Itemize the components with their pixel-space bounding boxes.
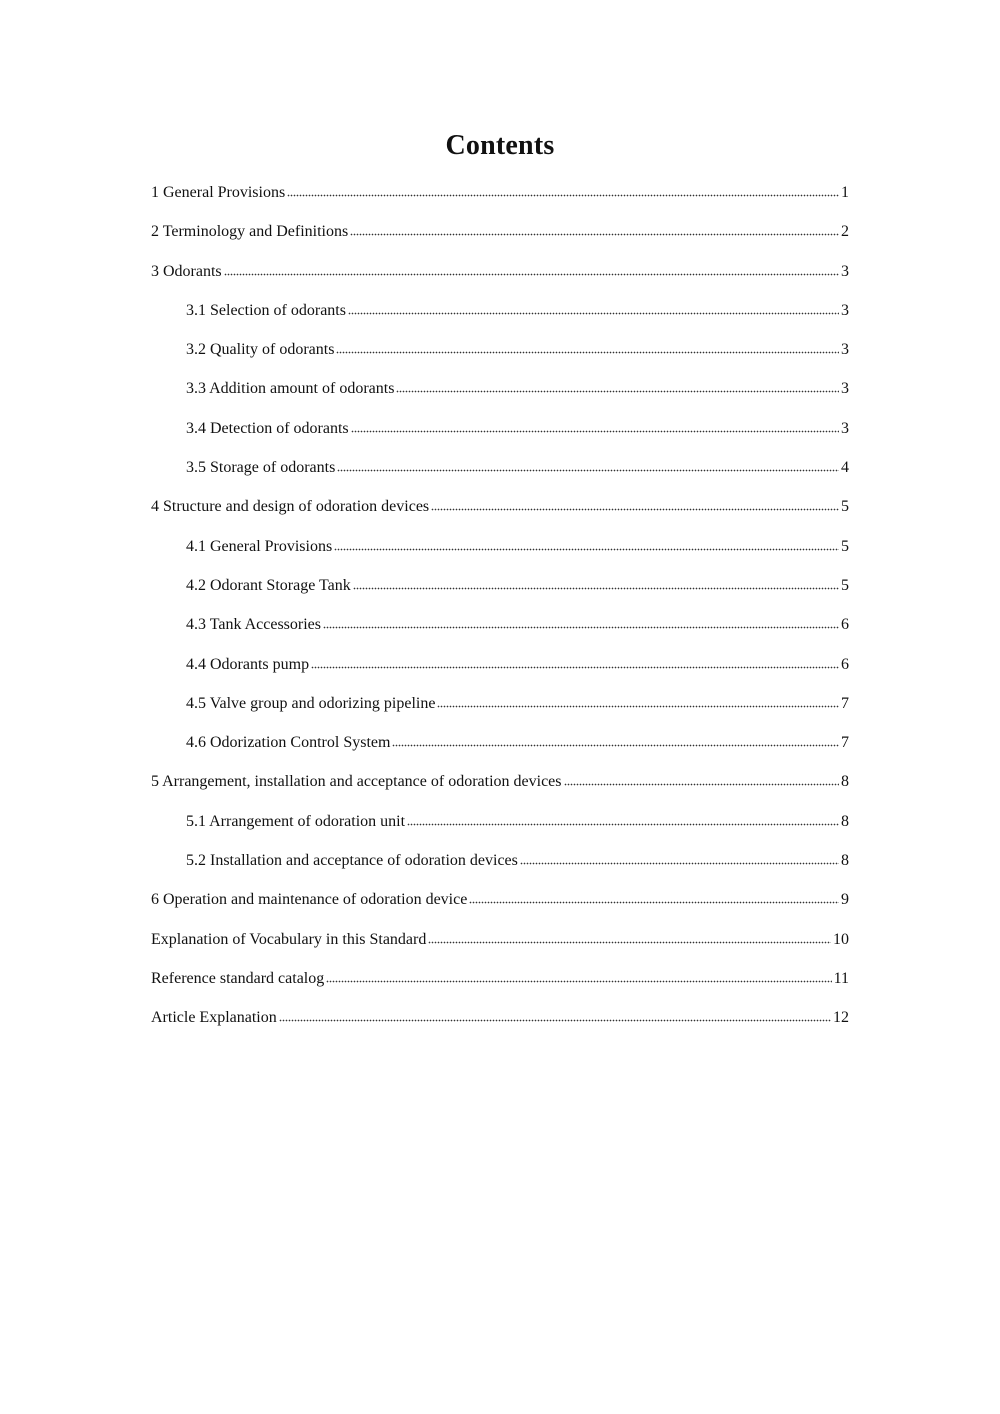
toc-entry-page: 2 [841,223,849,241]
toc-entry[interactable] [151,182,849,221]
dot-leader [431,508,839,511]
toc-entry-label: 6 Operation and maintenance of odoration device [151,891,468,909]
toc-entry-label: 4.2 Odorant Storage Tank [186,576,351,594]
toc-entry-page: 5 [841,498,849,516]
toc-entry-page: 8 [841,773,849,791]
dot-leader [392,744,839,747]
dot-leader [520,862,839,865]
toc-entry-label: 3.3 Addition amount of odorants [186,380,395,398]
toc-entry-label: 3 Odorants [151,262,222,280]
dot-leader [224,273,839,276]
toc-entry[interactable] [151,771,849,810]
toc-entry-page: 5 [841,537,849,555]
toc-entry-page: 10 [833,930,849,948]
dot-leader [334,548,839,551]
toc-entry[interactable] [151,1007,849,1046]
toc-entry[interactable] [151,693,849,732]
toc-entry-page: 1 [841,184,849,201]
toc-entry-page: 3 [841,380,849,398]
toc-entry-label: 2 Terminology and Definitions [151,223,349,241]
toc-entry-page: 11 [833,969,849,987]
toc-entry[interactable] [151,418,849,457]
toc-entry-label: 5 Arrangement, installation and acceptance of odoration devices [151,773,562,791]
toc-entry-label: 4.4 Odorants pump [186,655,310,673]
toc-entry-page: 6 [841,655,849,673]
dot-leader [326,980,831,983]
toc-entry[interactable] [151,496,849,535]
toc-entry-label: 4.5 Valve group and odorizing pipeline [186,694,436,712]
dot-leader [323,626,839,629]
table-of-contents [151,182,849,1047]
page-title: Contents [445,130,555,161]
toc-entry-page: 12 [833,1009,849,1027]
toc-entry-page: 3 [841,341,849,359]
toc-entry[interactable] [151,732,849,771]
toc-entry-label: 4.3 Tank Accessories [186,616,321,634]
toc-entry-page: 9 [841,891,849,909]
toc-entry[interactable] [151,614,849,653]
toc-entry[interactable] [151,457,849,496]
dot-leader [469,901,839,904]
dot-leader [348,312,839,315]
dot-leader [396,390,839,393]
toc-entry-label: 3.1 Selection of odorants [186,301,346,319]
toc-entry[interactable] [151,654,849,693]
dot-leader [407,823,839,826]
toc-entry[interactable] [151,536,849,575]
toc-entry-label: Reference standard catalog [151,969,325,987]
toc-entry-label: 3.4 Detection of odorants [186,419,349,437]
toc-entry[interactable] [151,850,849,889]
toc-entry[interactable] [151,811,849,850]
toc-entry-page: 4 [841,459,849,477]
toc-entry-label: 1 General Provisions [151,184,286,201]
toc-entry-label: 4.1 General Provisions [186,537,333,555]
toc-entry-page: 8 [841,852,849,870]
dot-leader [437,705,839,708]
toc-entry[interactable] [151,300,849,339]
dot-leader [279,1019,831,1022]
dot-leader [287,194,839,197]
toc-entry-label: 4.6 Odorization Control System [186,734,391,752]
dot-leader [428,941,831,944]
toc-entry-label: 5.1 Arrangement of odoration unit [186,812,406,830]
dot-leader [350,233,839,236]
toc-entry[interactable] [151,221,849,260]
toc-entry[interactable] [151,929,849,968]
toc-entry[interactable] [151,261,849,300]
toc-entry[interactable] [151,378,849,417]
toc-entry-label: 4 Structure and design of odoration devices [151,498,430,516]
toc-entry-page: 3 [841,419,849,437]
dot-leader [564,783,839,786]
toc-entry-label: Explanation of Vocabulary in this Standard [151,930,427,948]
toc-entry-page: 3 [841,262,849,280]
toc-entry-page: 6 [841,616,849,634]
toc-entry-page: 8 [841,812,849,830]
toc-entry-label: 5.2 Installation and acceptance of odoration devices [186,852,518,870]
dot-leader [336,351,839,354]
dot-leader [353,587,839,590]
toc-entry[interactable] [151,889,849,928]
toc-entry[interactable] [151,968,849,1007]
toc-entry-label: Article Explanation [151,1009,277,1027]
toc-entry-label: 3.2 Quality of odorants [186,341,335,359]
dot-leader [311,666,839,669]
toc-entry-page: 7 [841,734,849,752]
toc-entry-page: 5 [841,576,849,594]
toc-entry-label: 3.5 Storage of odorants [186,459,336,477]
dot-leader [337,469,839,472]
toc-entry[interactable] [151,575,849,614]
toc-entry[interactable] [151,339,849,378]
toc-entry-page: 3 [841,301,849,319]
toc-entry-page: 7 [841,694,849,712]
dot-leader [351,430,839,433]
